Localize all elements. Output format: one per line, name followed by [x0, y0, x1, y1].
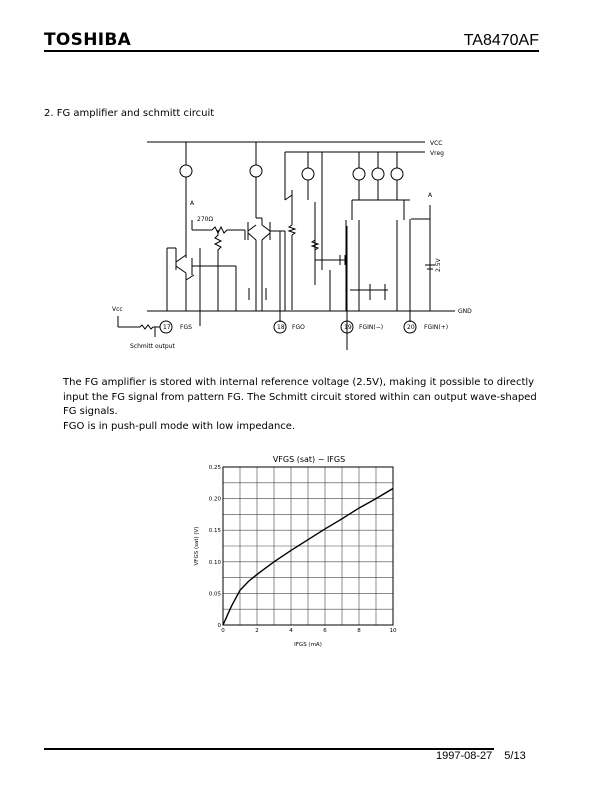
header-divider [44, 50, 539, 52]
svg-text:4: 4 [289, 628, 293, 634]
vcc-rail-label: VCC [430, 140, 443, 147]
svg-text:0.15: 0.15 [208, 528, 221, 535]
brand-logo: TOSHIBA [44, 30, 132, 50]
svg-text:0: 0 [217, 623, 221, 629]
vfgs-ifgs-chart [180, 450, 410, 655]
gnd-rail-label: GND [458, 308, 472, 315]
svg-text:0: 0 [221, 628, 225, 634]
footer-divider [44, 748, 494, 750]
svg-text:0.10: 0.10 [208, 559, 221, 566]
svg-text:0.05: 0.05 [208, 591, 221, 598]
description-paragraph-2: FGO is in push-pull mode with low impedance. [63, 420, 296, 432]
part-number: TA8470AF [463, 32, 539, 49]
ref-voltage-label: 2.5V [435, 258, 442, 272]
chart-xlabel: IFGS (mA) [294, 642, 322, 648]
vcc-pullup-label: Vcc [112, 306, 123, 313]
chart-title: VFGS (sat) − IFGS [272, 455, 346, 464]
svg-text:6: 6 [323, 628, 327, 634]
svg-text:0.25: 0.25 [208, 465, 221, 471]
resistor-270-label: 270Ω [197, 216, 214, 223]
chart-ylabel: VFGS (sat) (V) [194, 526, 200, 566]
pin-19-number: 19 [344, 324, 352, 331]
vreg-rail-label: Vreg [430, 150, 444, 157]
section-title: 2. FG amplifier and schmitt circuit [44, 108, 215, 119]
footer-page: 5/13 [504, 750, 526, 762]
footer-date: 1997-08-27 [436, 750, 493, 762]
description-paragraph-1: The FG amplifier is stored with internal reference voltage (2.5V), making it possible to directly input the FG signal from pattern FG. The Schmitt circuit stored within can output wave-shaped FG signals. [63, 377, 537, 417]
node-a-left-label: A [190, 200, 195, 207]
svg-text:10: 10 [389, 628, 397, 634]
pin-18-number: 18 [277, 324, 285, 331]
pin-19-label: FGIN(−) [359, 324, 384, 331]
pin-20-label: FGIN(+) [424, 324, 449, 331]
pin-17-number: 17 [163, 324, 171, 331]
pin-17-label: FGS [180, 324, 192, 331]
node-a-right-label: A [428, 192, 433, 199]
svg-text:8: 8 [357, 628, 361, 634]
svg-text:0.20: 0.20 [208, 496, 221, 503]
pin-18-label: FGO [292, 324, 305, 331]
pin-20-number: 20 [407, 324, 415, 331]
fg-amplifier-schematic [100, 130, 480, 360]
svg-text:2: 2 [255, 628, 259, 634]
footer [436, 750, 538, 762]
schmitt-output-label: Schmitt output [130, 343, 175, 350]
description-text [63, 376, 543, 434]
